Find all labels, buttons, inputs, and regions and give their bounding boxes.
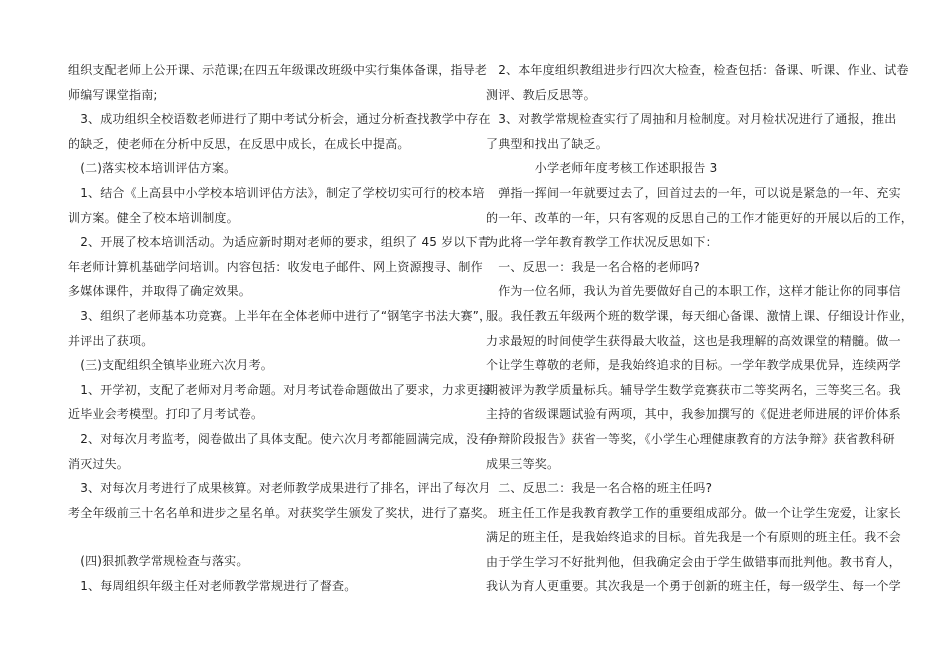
- left-text-column: [68, 58, 496, 598]
- paragraph-spacer: [68, 525, 460, 549]
- left-block-a: [68, 58, 496, 525]
- text-line: 2、本年度组织教组进步行四次大检查，检查包括：备课、听课、作业、试卷: [486, 63, 909, 77]
- text-line: 2、开展了校本培训活动。为适应新时期对老师的要求，组织了 45 岁以下青: [68, 235, 490, 250]
- text-line: 训方案。健全了校本培训制度。: [68, 210, 239, 225]
- section-heading: (三)支配组织全镇毕业班六次月考。: [68, 358, 273, 373]
- section-heading: 一、反思一：我是一名合格的老师吗?: [486, 259, 700, 274]
- text-line: 班主任工作是我教育教学工作的重要组成部分。做一个让学生宠爱，让家长: [486, 505, 901, 520]
- section-heading: (二)落实校本培训评估方案。: [68, 161, 237, 176]
- text-line: 消灭过失。: [68, 456, 130, 471]
- text-line: 1、开学初，支配了老师对月考命题。对月考试卷命题做出了要求，力求更接: [68, 382, 491, 397]
- text-line: 组织支配老师上公开课、示范课;在四五年级课改班级中实行集体备课，指导老: [68, 63, 488, 77]
- text-line: 3、成功组织全校语数老师进行了期中考试分析会，通过分析查找教学中存在: [68, 112, 491, 127]
- text-line: 师编写课堂指南;: [68, 87, 158, 102]
- text-line: 由于学生学习不好批判他，但我确定会由于学生做错事而批判他。教书育人，: [486, 554, 901, 569]
- text-line: 个让学生尊敬的老师，是我始终追求的目标。一学年教学成果优异，连续两学: [486, 358, 901, 373]
- text-line: 我认为育人更重要。其次我是一个勇于创新的班主任，每一级学生、每一个学: [486, 579, 901, 594]
- text-line: 了典型和找出了缺乏。: [486, 136, 609, 151]
- text-line: 1、每周组织年级主任对老师教学常规进行了督查。: [68, 578, 357, 593]
- text-line: 力求最短的时间使学生获得最大收益，这也是我理解的高效课堂的精髓。做一: [486, 333, 901, 348]
- text-line: 期被评为教学质量标兵。辅导学生数学竞赛获市二等奖两名，三等奖三名。我: [486, 382, 901, 397]
- text-line: 近毕业会考模型。打印了月考试卷。: [68, 407, 264, 422]
- text-line: 弹指一挥间一年就要过去了，回首过去的一年，可以说是紧急的一年、充实: [486, 185, 901, 200]
- text-line: 满足的班主任，是我始终追求的目标。首先我是一个有原则的班主任。我不会: [486, 530, 901, 545]
- left-block-b: [68, 549, 460, 598]
- text-line: 的缺乏，使老师在分析中反思，在反思中成长，在成长中提高。: [68, 136, 410, 151]
- text-line: 1、结合《上高县中小学校本培训评估方法》，制定了学校切实可行的校本培: [68, 185, 485, 200]
- text-line: 3、组织了老师基本功竞赛。上半年在全体老师中进行了“钢笔字书法大赛”，: [68, 308, 492, 323]
- text-line: 考全年级前三十名名单和进步之星名单。对获奖学生颁发了奖状，进行了嘉奖。: [68, 505, 496, 520]
- section-heading: 二、反思二：我是一名合格的班主任吗?: [486, 481, 713, 496]
- text-line: 为此将一学年教育教学工作状况反思如下：: [486, 235, 718, 250]
- text-line: 并评出了获项。: [68, 333, 154, 348]
- text-line: 的一年、改革的一年，只有客观的反思自己的工作才能更好的开展以后的工作，: [486, 210, 914, 225]
- text-line: 3、对每次月考进行了成果核算。对老师教学成果进行了排名，评出了每次月: [68, 481, 491, 496]
- text-line: 年老师计算机基础学问培训。内容包括：收发电子邮件、网上资源搜寻、制作: [68, 259, 483, 274]
- text-line: 3、对教学常规检查实行了周抽和月检制度。对月检状况进行了通报，推出: [486, 112, 897, 127]
- text-line: 服。我任教五年级两个班的数学课，每天细心备课、激情上课、仔细设计作业，: [486, 308, 914, 323]
- text-line: 作为一位名师，我认为首先要做好自己的本职工作，这样才能让你的同事信: [486, 284, 901, 299]
- right-text-column: [486, 58, 914, 599]
- text-line: 争辩阶段报告》获省一等奖，《小学生心理健康教育的方法争辩》获省教科研: [486, 431, 895, 446]
- report-title: 小学老师年度考核工作述职报告 3: [486, 161, 718, 176]
- text-line: 主持的省级课题试验有两项，其中，我参加撰写的《促进老师进展的评价体系: [486, 407, 901, 422]
- section-heading: (四)狠抓教学常规检查与落实。: [68, 554, 249, 569]
- text-line: 多媒体课件，并取得了确定效果。: [68, 284, 252, 299]
- text-line: 测评、教后反思等。: [486, 87, 596, 102]
- text-line: 成果三等奖。: [486, 456, 560, 471]
- text-line: 2、对每次月考监考，阅卷做出了具体支配。使六次月考都能圆满完成，没有: [68, 431, 491, 446]
